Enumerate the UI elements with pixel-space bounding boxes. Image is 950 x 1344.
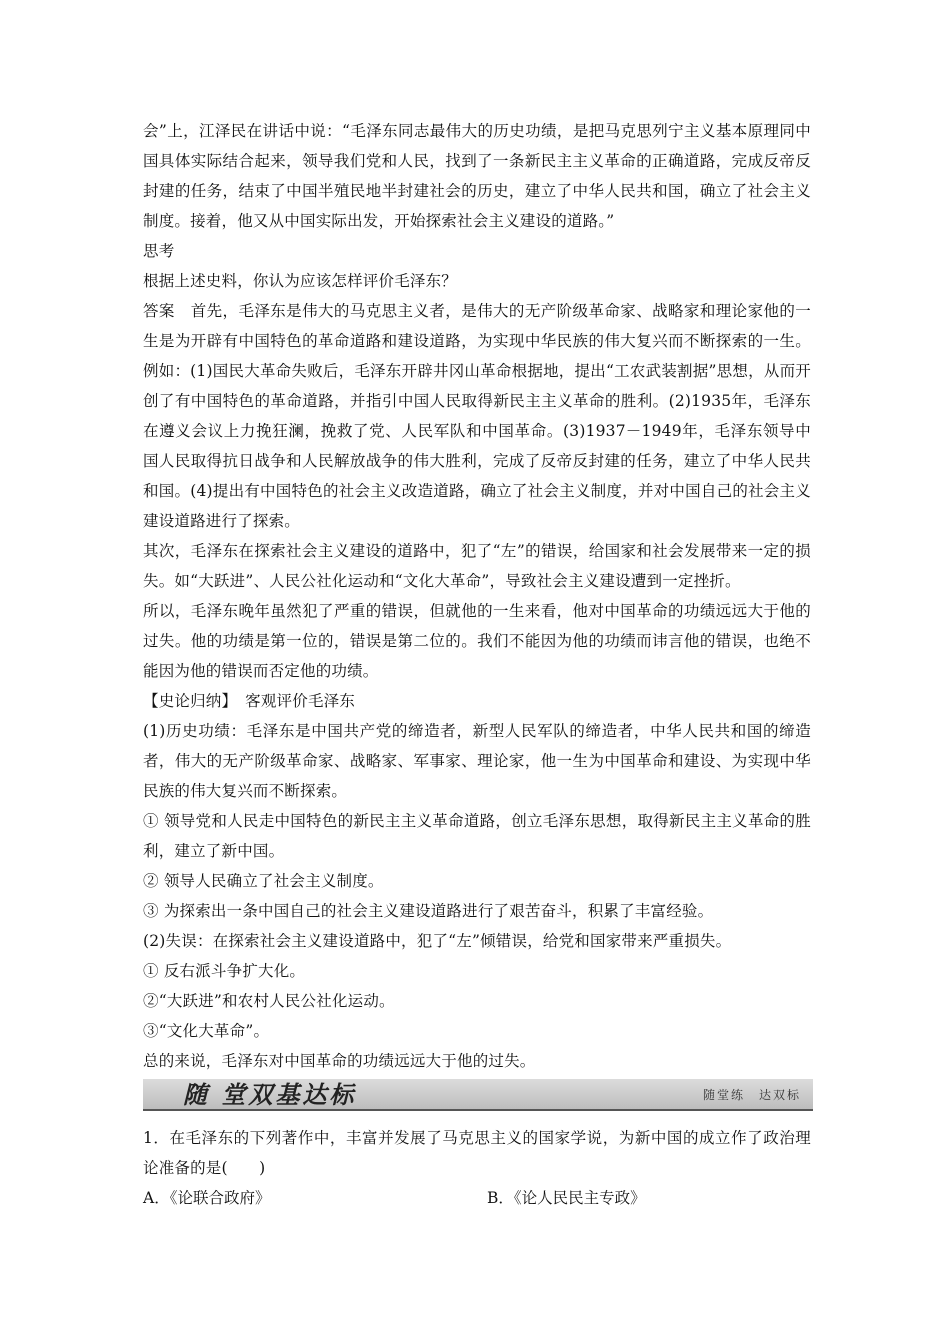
option-a: A．《论联合政府》 — [143, 1189, 271, 1207]
think-label: 思考 — [143, 242, 175, 260]
section-banner — [143, 1079, 813, 1111]
summary-item: ②“大跃进”和农村人民公社化运动。 — [143, 992, 395, 1010]
banner-tag: 随堂练 达双标 — [702, 1088, 801, 1102]
summary-final: 总的来说，毛泽东对中国革命的功绩远远大于他的过失。 — [143, 1052, 536, 1070]
option-b: B．《论人民民主专政》 — [487, 1189, 646, 1207]
summary-item: ① 领导党和人民走中国特色的新民主主义革命道路，创立毛泽东思想，取得新民主主义革命的胜利，建立了新中国。 — [143, 812, 811, 860]
question-paragraph: 根据上述史料，你认为应该怎样评价毛泽东？ — [143, 272, 458, 290]
quote-paragraph: 会”上，江泽民在讲话中说：“毛泽东同志最伟大的历史功绩，是把马克思列宁主义基本原理同中国具体实际结合起来，领导我们党和人民，找到了一条新民主主义革命的正确道路，完成反帝反封建的任务，结束了中国半殖民地半封建社会的历史，建立了中华人民共和国，确立了社会主义制度。接着，他又从中国实际出发，开始探索社会主义建设的道路。” — [143, 122, 811, 230]
summary-item: ② 领导人民确立了社会主义制度。 — [143, 872, 384, 890]
summary-item: ③“文化大革命”。 — [143, 1022, 270, 1040]
banner-title: 随 堂双基达标 — [183, 1080, 357, 1109]
quiz-question: 1．在毛泽东的下列著作中，丰富并发展了马克思主义的国家学说，为新中国的成立作了政治理论准备的是( ) — [143, 1129, 811, 1177]
second-paragraph: 其次，毛泽东在探索社会主义建设的道路中，犯了“左”的错误，给国家和社会发展带来一定的损失。如“大跃进”、人民公社化运动和“文化大革命”，导致社会主义建设遭到一定挫折。 — [143, 542, 811, 590]
answer-paragraph: 答案 首先，毛泽东是伟大的马克思主义者，是伟大的无产阶级革命家、战略家和理论家他的一生是为开辟有中国特色的革命道路和建设道路，为实现中华民族的伟大复兴而不断探索的一生。例如：(1)国民大革命失败后，毛泽东开辟井冈山革命根据地，提出“工农武装割据”思想，从而开创了有中国特色的革命道路，并指引中国人民取得新民主主义革命的胜利。(2)1935年，毛泽东在遵义会议上力挽狂澜，挽救了党、人民军队和中国革命。(3)1937－1949年，毛泽东领导中国人民取得抗日战争和人民解放战争的伟大胜利，完成了反帝反封建的任务，建立了中华人民共和国。(4)提出有中国特色的社会主义改造道路，确立了社会主义制度，并对中国自己的社会主义建设道路进行了探索。 — [143, 302, 811, 530]
summary-item: ③ 为探索出一条中国自己的社会主义建设道路进行了艰苦奋斗，积累了丰富经验。 — [143, 902, 714, 920]
main-text — [143, 116, 811, 1076]
quiz-section — [143, 1123, 811, 1213]
conclusion-paragraph: 所以，毛泽东晚年虽然犯了严重的错误，但就他的一生来看，他对中国革命的功绩远远大于他的过失。他的功绩是第一位的，错误是第二位的。我们不能因为他的功绩而讳言他的错误，也绝不能因为他的错误而否定他的功绩。 — [143, 602, 811, 680]
summary-item: ① 反右派斗争扩大化。 — [143, 962, 306, 980]
summary-mistakes: (2)失误：在探索社会主义建设道路中，犯了“左”倾错误，给党和国家带来严重损失。 — [143, 932, 732, 950]
summary-achievements: (1)历史功绩：毛泽东是中国共产党的缔造者，新型人民军队的缔造者，中华人民共和国的缔造者，伟大的无产阶级革命家、战略家、军事家、理论家，他一生为中国革命和建设、为实现中华民族的伟大复兴而不断探索。 — [143, 722, 811, 800]
summary-heading: 【史论归纳】 客观评价毛泽东 — [143, 692, 356, 710]
quiz-options — [143, 1183, 811, 1213]
